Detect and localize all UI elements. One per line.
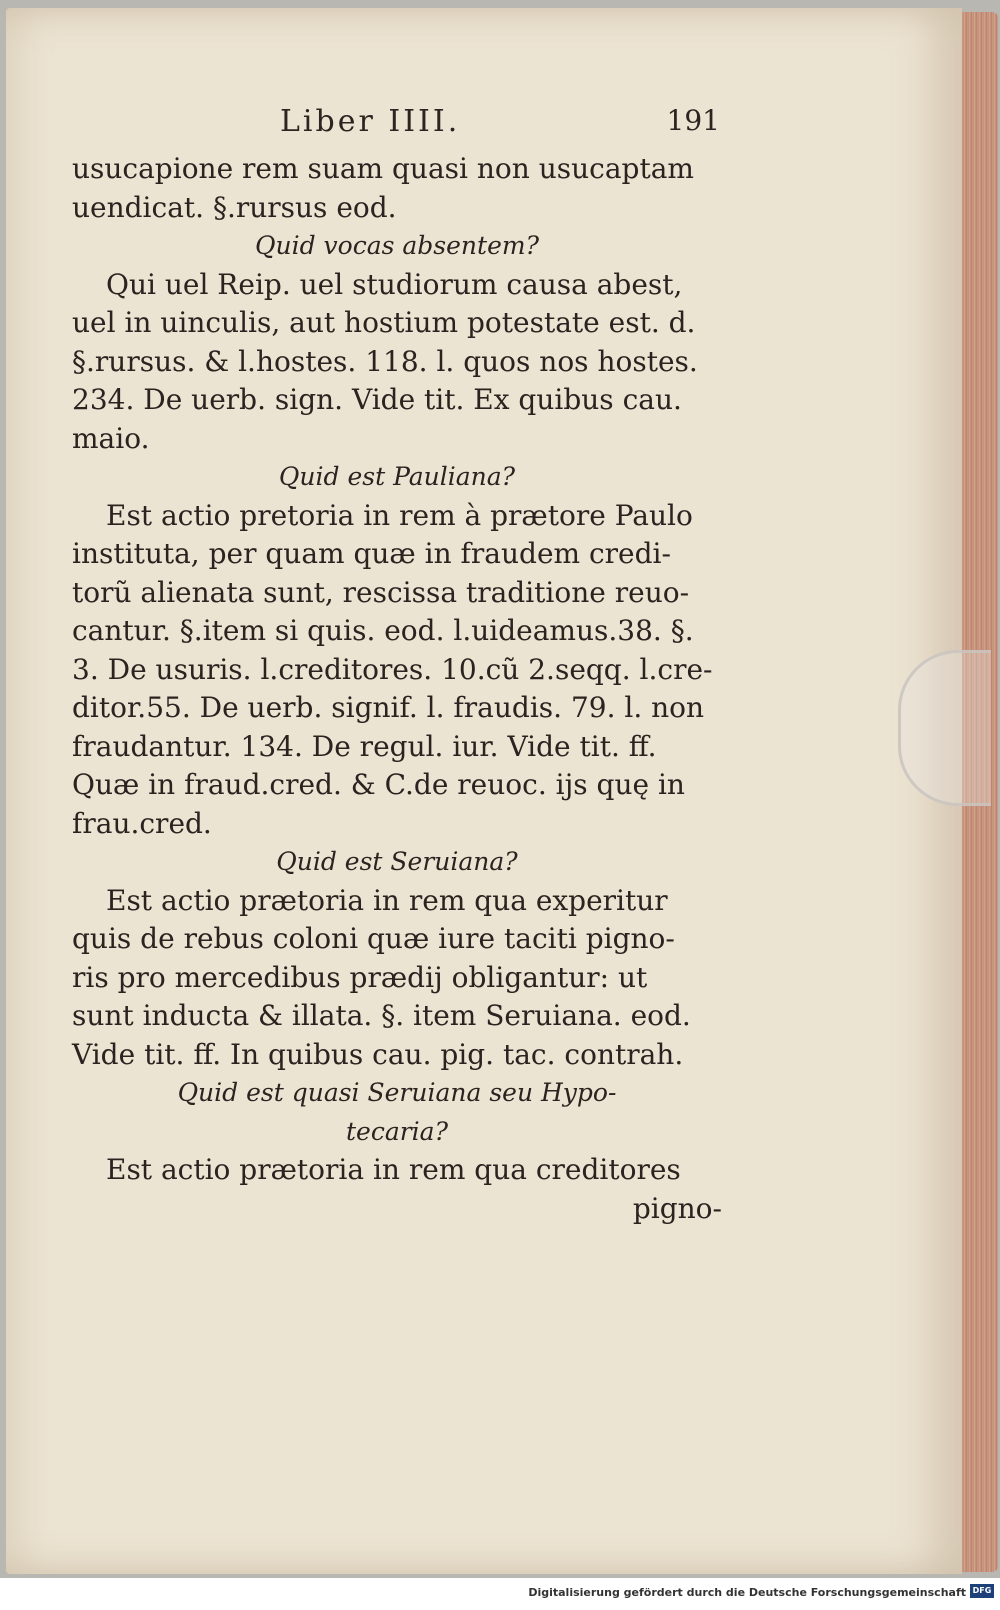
catchword: pigno- xyxy=(632,1191,722,1225)
text-line: ris pro mercedibus prædij obligantur: ut xyxy=(72,960,648,994)
section-heading: tecaria? xyxy=(345,1116,448,1146)
text-line: 3. De usuris. l.creditores. 10.cũ 2.seqq. l.cre- xyxy=(72,652,713,686)
text-line: 234. De uerb. sign. Vide tit. Ex quibus cau. xyxy=(72,383,682,416)
text-line: Quæ in fraud.cred. & C.de reuoc. ijs quę in xyxy=(72,768,685,801)
text-line: Est actio pretoria in rem à prætore Paulo xyxy=(106,498,693,532)
text-line: frau.cred. xyxy=(72,806,212,840)
text-line: ditor.55. De uerb. signif. l. fraudis. 79. l. non xyxy=(72,691,705,724)
text-line: quis de rebus coloni quæ iure taciti pigno- xyxy=(72,922,675,955)
text-line: uel in uinculis, aut hostium potestate est. d. xyxy=(72,306,696,339)
page-number: 191 xyxy=(666,104,720,137)
footer xyxy=(0,1578,1000,1610)
text-line: maio. xyxy=(72,421,150,455)
text-line: torũ alienata sunt, rescissa traditione reuo- xyxy=(72,575,690,609)
text-line: Est actio prætoria in rem qua creditores xyxy=(106,1153,681,1186)
running-head: Liber IIII. xyxy=(280,104,461,139)
section-heading: Quid vocas absentem? xyxy=(255,231,539,260)
page-clip xyxy=(898,650,991,806)
page-header xyxy=(270,104,720,148)
text-line: Vide tit. ff. In quibus cau. pig. tac. contrah. xyxy=(72,1037,684,1071)
text-line: uendicat. §.rursus eod. xyxy=(72,190,397,224)
text-line: Est actio prætoria in rem qua experitur xyxy=(106,883,668,917)
section-heading: Quid est Pauliana? xyxy=(278,462,516,491)
text-line: cantur. §.item si quis. eod. l.uideamus.38. §. xyxy=(72,614,694,647)
section-heading: Quid est quasi Seruiana seu Hypo- xyxy=(177,1078,617,1107)
text-block xyxy=(72,150,722,1228)
footer-credit: Digitalisierung gefördert durch die Deutsche Forschungsgemeinschaft xyxy=(528,1586,966,1599)
text-line: fraudantur. 134. De regul. iur. Vide tit. ff. xyxy=(72,729,657,763)
text-line: sunt inducta & illata. §. item Seruiana. eod. xyxy=(72,999,691,1032)
text-line: instituta, per quam quæ in fraudem credi- xyxy=(72,537,671,570)
text-line: usucapione rem suam quasi non usucaptam xyxy=(72,152,694,185)
section-heading: Quid est Seruiana? xyxy=(276,847,518,876)
text-line: §.rursus. & l.hostes. 118. l. quos nos hostes. xyxy=(72,344,698,378)
text-line: Qui uel Reip. uel studiorum causa abest, xyxy=(106,267,683,301)
dfg-logo-icon: DFG xyxy=(970,1584,994,1598)
